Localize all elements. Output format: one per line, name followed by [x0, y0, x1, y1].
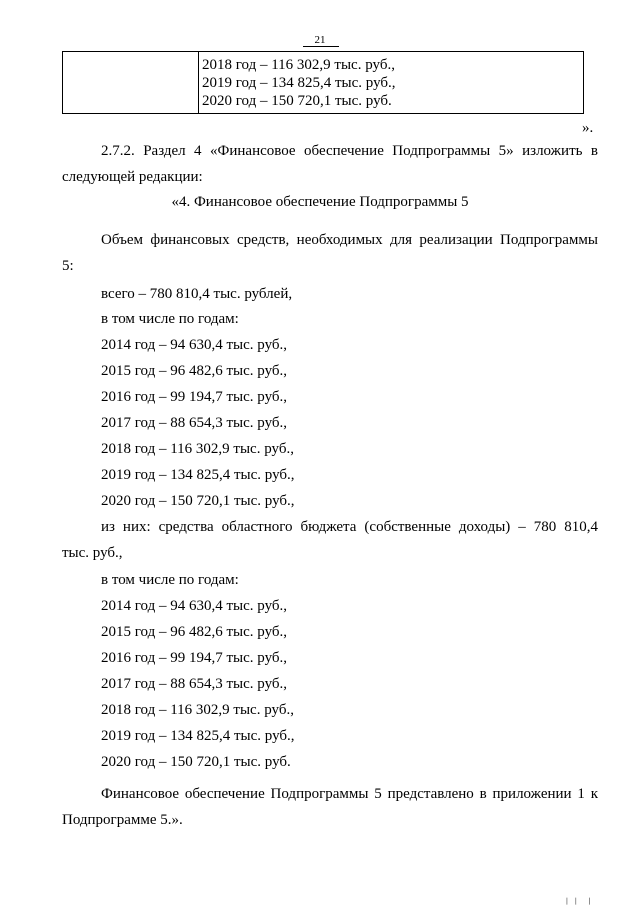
year-line: 2020 год – 150 720,1 тыс. руб. — [101, 754, 291, 770]
table-line: 2018 год – 116 302,9 тыс. руб., — [202, 57, 395, 73]
closing-quote-mark: ». — [582, 120, 594, 136]
table-fragment — [62, 51, 584, 114]
by-years-label-2: в том числе по годам: — [101, 572, 239, 588]
regional-line-2: тыс. руб., — [62, 545, 123, 561]
section-title: «4. Финансовое обеспечение Подпрограммы 5 — [171, 194, 469, 210]
year-line: 2015 год – 96 482,6 тыс. руб., — [101, 624, 288, 640]
year-line: 2016 год – 99 194,7 тыс. руб., — [101, 389, 288, 405]
by-years-label: в том числе по годам: — [101, 311, 239, 327]
table-cell — [202, 56, 396, 110]
table-line: 2020 год – 150 720,1 тыс. руб. — [202, 93, 392, 109]
regional-line-1: из них: средства областного бюджета (собственные доходы) – 780 810,4 — [101, 519, 598, 535]
year-line: 2019 год – 134 825,4 тыс. руб., — [101, 728, 295, 744]
year-line: 2018 год – 116 302,9 тыс. руб., — [101, 702, 294, 718]
closing-line-2: Подпрограмме 5.». — [62, 812, 183, 828]
amendment-line-2: следующей редакции: — [62, 169, 203, 185]
table-line: 2019 год – 134 825,4 тыс. руб., — [202, 75, 396, 91]
scan-artifact-mark: ❘❘ ❘ — [564, 897, 596, 905]
total-amount: всего – 780 810,4 тыс. рублей, — [101, 286, 293, 302]
year-line: 2019 год – 134 825,4 тыс. руб., — [101, 467, 295, 483]
year-line: 2014 год – 94 630,4 тыс. руб., — [101, 598, 288, 614]
year-line: 2017 год – 88 654,3 тыс. руб., — [101, 415, 288, 431]
year-line: 2014 год – 94 630,4 тыс. руб., — [101, 337, 288, 353]
intro-line-1: Объем финансовых средств, необходимых для реализации Подпрограммы — [101, 232, 598, 248]
year-line: 2017 год – 88 654,3 тыс. руб., — [101, 676, 288, 692]
page-number: 21 — [0, 34, 640, 46]
closing-line-1: Финансовое обеспечение Подпрограммы 5 представлено в приложении 1 к — [101, 786, 598, 802]
year-line: 2015 год – 96 482,6 тыс. руб., — [101, 363, 288, 379]
amendment-line-1: 2.7.2. Раздел 4 «Финансовое обеспечение Подпрограммы 5» изложить в — [101, 143, 598, 159]
year-line: 2020 год – 150 720,1 тыс. руб., — [101, 493, 295, 509]
year-line: 2018 год – 116 302,9 тыс. руб., — [101, 441, 294, 457]
table-column-divider — [198, 52, 199, 113]
intro-line-2: 5: — [62, 258, 74, 274]
year-line: 2016 год – 99 194,7 тыс. руб., — [101, 650, 288, 666]
